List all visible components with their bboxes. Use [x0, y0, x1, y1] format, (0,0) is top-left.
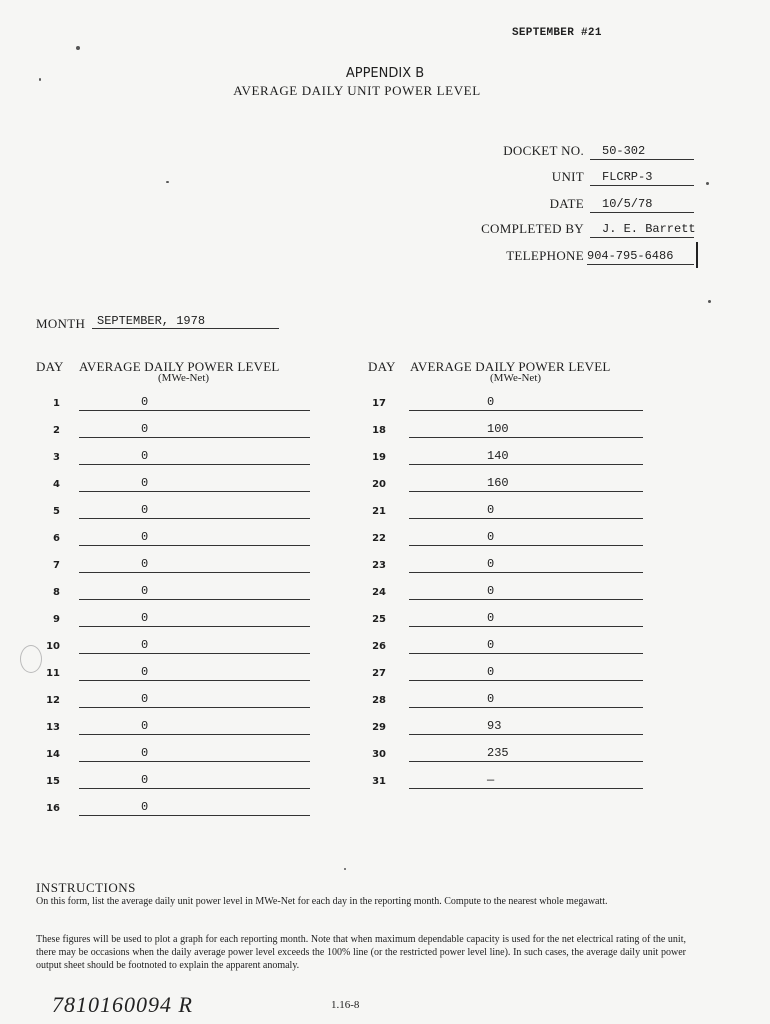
entry-line [79, 545, 310, 546]
scan-speck [39, 78, 41, 81]
entry-line [79, 437, 310, 438]
unit-label: UNIT [551, 169, 584, 184]
day-number: 4 [53, 479, 60, 490]
scan-speck [166, 181, 169, 183]
day-number: 2 [53, 425, 60, 436]
day-number: 28 [372, 695, 386, 706]
day-number: 1 [53, 398, 60, 409]
scan-speck [344, 868, 346, 870]
date-line [590, 212, 694, 213]
power-level-value: 235 [487, 746, 509, 760]
day-number: 22 [372, 533, 386, 544]
power-level-value: 0 [487, 611, 495, 625]
entry-line [409, 437, 643, 438]
right-day-header: DAY [368, 359, 396, 374]
telephone-value: 904-795-6486 [587, 249, 674, 263]
unit-value: FLCRP-3 [602, 170, 653, 184]
power-level-value: 0 [141, 530, 149, 544]
entry-line [79, 680, 310, 681]
entry-line [79, 491, 310, 492]
completed-by-label: COMPLETED BY [481, 221, 584, 236]
entry-line [409, 680, 643, 681]
entry-line [79, 464, 310, 465]
date-value: 10/5/78 [602, 197, 653, 211]
docket-no-label: DOCKET NO. [503, 143, 584, 158]
day-number: 5 [53, 506, 60, 517]
day-number: 19 [372, 452, 386, 463]
telephone-line [587, 264, 694, 265]
power-level-value: 0 [141, 557, 149, 571]
instructions-heading: INSTRUCTIONS [36, 880, 136, 895]
date-label: DATE [549, 196, 584, 211]
docket-no-value: 50-302 [602, 144, 646, 158]
power-level-value: 0 [487, 395, 495, 409]
power-level-value: 0 [141, 719, 149, 733]
day-number: 7 [53, 560, 60, 571]
telephone-row [380, 248, 694, 268]
date-row [380, 196, 694, 216]
entry-line [79, 518, 310, 519]
page-number: 1.16-8 [331, 999, 360, 1011]
entry-line [409, 788, 643, 789]
document-title: AVERAGE DAILY UNIT POWER LEVEL [233, 83, 481, 98]
left-unit-header: (MWe-Net) [158, 372, 210, 384]
completed-by-line [590, 237, 694, 238]
entry-line [409, 707, 643, 708]
entry-line [409, 734, 643, 735]
power-level-value: 0 [487, 638, 495, 652]
day-number: 20 [372, 479, 386, 490]
entry-line [79, 788, 310, 789]
day-number: 23 [372, 560, 386, 571]
day-number: 21 [372, 506, 386, 517]
day-number: 31 [372, 776, 386, 787]
power-level-value: 0 [487, 557, 495, 571]
telephone-margin-bar [696, 242, 698, 268]
day-number: 16 [46, 803, 60, 814]
scan-speck [706, 182, 709, 185]
punch-hole-mark [20, 645, 42, 673]
entry-line [409, 626, 643, 627]
day-number: 13 [46, 722, 60, 733]
power-level-value: 140 [487, 449, 509, 463]
appendix-title: APPENDIX B [345, 66, 425, 81]
power-level-value: 0 [141, 449, 149, 463]
day-number: 11 [46, 668, 60, 679]
month-value: SEPTEMBER, 1978 [97, 314, 206, 328]
entry-line [409, 410, 643, 411]
power-level-value: — [487, 773, 495, 787]
power-level-value: 0 [141, 395, 149, 409]
day-number: 14 [46, 749, 60, 760]
unit-line [590, 185, 694, 186]
instructions-paragraph-2: These figures will be used to plot a graph for each reporting month. Note that when maximum dependable capacity is used for the net electrical rating of the unit, there may be occasions when the daily average power level exceeds the 100% line (or the restricted power level line). In such cases, the average daily unit power output sheet should be footnoted to explain the apparent anomaly. [36, 934, 686, 971]
power-level-value: 0 [141, 746, 149, 760]
entry-line [409, 491, 643, 492]
power-level-value: 0 [487, 692, 495, 706]
entry-line [409, 518, 643, 519]
power-level-value: 0 [141, 692, 149, 706]
entry-line [409, 653, 643, 654]
entry-line [409, 599, 643, 600]
day-number: 18 [372, 425, 386, 436]
handwritten-document-id: 7810160094 R [52, 992, 193, 1017]
day-number: 15 [46, 776, 60, 787]
power-level-value: 100 [487, 422, 509, 436]
telephone-label: TELEPHONE [506, 248, 584, 263]
left-day-header: DAY [36, 359, 64, 374]
power-level-value: 93 [487, 719, 502, 733]
day-number: 9 [53, 614, 60, 625]
day-number: 3 [53, 452, 60, 463]
day-number: 10 [46, 641, 60, 652]
entry-line [79, 599, 310, 600]
entry-line [79, 626, 310, 627]
month-label: MONTH [36, 316, 86, 331]
entry-line [79, 815, 310, 816]
day-number: 12 [46, 695, 60, 706]
scan-speck [76, 46, 80, 50]
power-level-value: 0 [141, 665, 149, 679]
completed-by-value: J. E. Barrett [602, 222, 696, 236]
right-power-header: AVERAGE DAILY POWER LEVEL [410, 359, 611, 374]
instructions-paragraph-1: On this form, list the average daily unit power level in MWe-Net for each day in the reporting month. Compute to the nearest whole megawatt. [36, 896, 608, 907]
day-number: 26 [372, 641, 386, 652]
docket-no-row [380, 143, 694, 163]
power-level-value: 0 [141, 422, 149, 436]
day-number: 17 [372, 398, 386, 409]
entry-line [79, 653, 310, 654]
day-number: 8 [53, 587, 60, 598]
power-level-value: 0 [487, 665, 495, 679]
entry-line [79, 707, 310, 708]
month-line [92, 328, 279, 329]
entry-line [409, 464, 643, 465]
entry-line [79, 761, 310, 762]
power-level-value: 0 [141, 773, 149, 787]
entry-line [79, 572, 310, 573]
scan-speck [708, 300, 711, 303]
entry-line [409, 761, 643, 762]
page-label: SEPTEMBER #21 [512, 27, 602, 39]
power-level-value: 0 [141, 611, 149, 625]
power-level-value: 0 [141, 584, 149, 598]
power-level-value: 0 [487, 530, 495, 544]
completed-by-row [380, 221, 706, 241]
day-number: 30 [372, 749, 386, 760]
docket-no-line [590, 159, 694, 160]
day-number: 29 [372, 722, 386, 733]
power-level-value: 0 [141, 638, 149, 652]
entry-line [409, 572, 643, 573]
power-level-value: 0 [141, 476, 149, 490]
power-level-value: 0 [141, 503, 149, 517]
unit-row [380, 169, 694, 189]
entry-line [79, 410, 310, 411]
power-level-value: 0 [141, 800, 149, 814]
day-number: 24 [372, 587, 386, 598]
entry-line [79, 734, 310, 735]
day-number: 25 [372, 614, 386, 625]
left-power-header: AVERAGE DAILY POWER LEVEL [79, 359, 280, 374]
entry-line [409, 545, 643, 546]
power-level-value: 0 [487, 503, 495, 517]
power-level-value: 0 [487, 584, 495, 598]
right-unit-header: (MWe-Net) [490, 372, 542, 384]
power-level-value: 160 [487, 476, 509, 490]
day-number: 27 [372, 668, 386, 679]
day-number: 6 [53, 533, 60, 544]
